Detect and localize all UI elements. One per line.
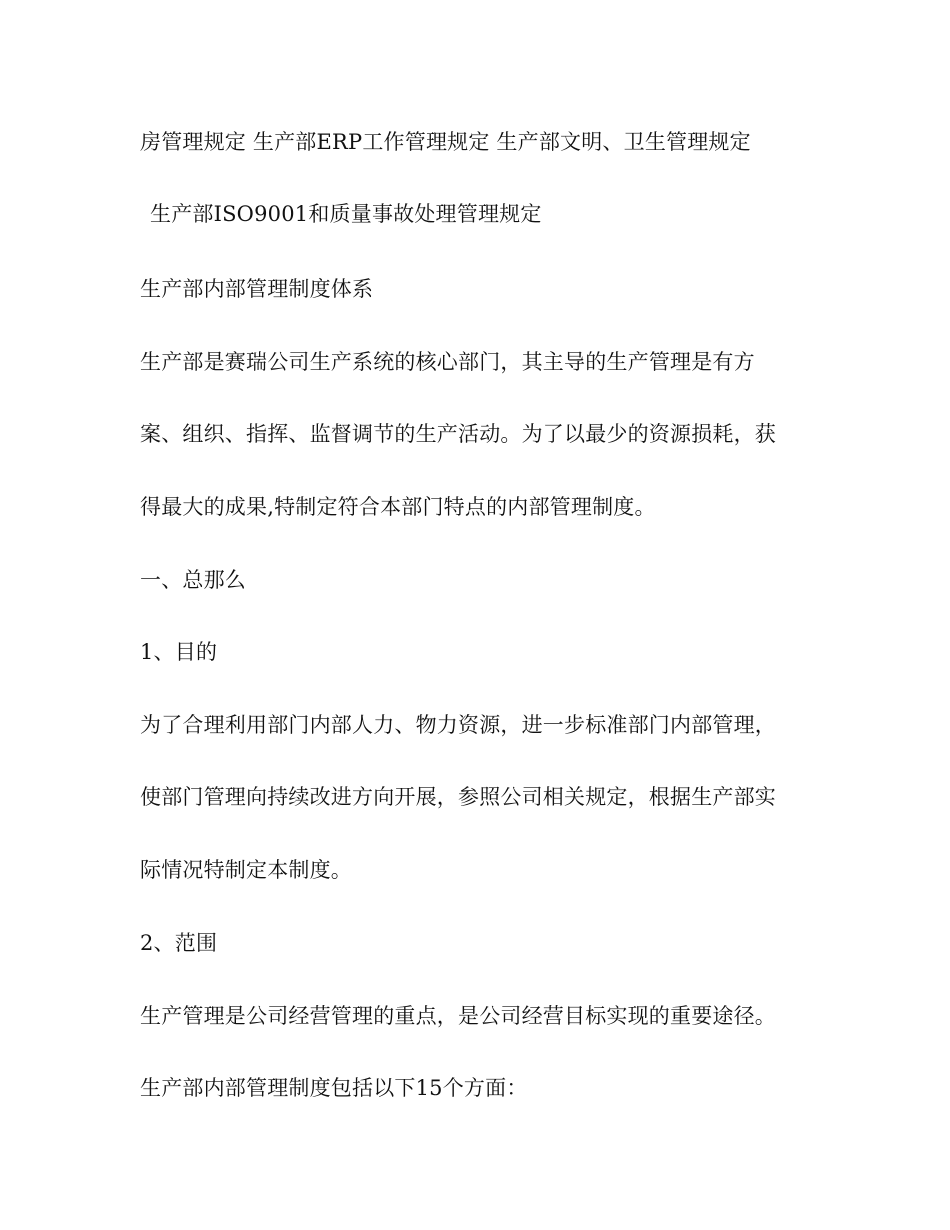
- paragraph-line: 生产部是赛瑞公司生产系统的核心部门，其主导的生产管理是有方: [140, 350, 755, 374]
- section-title: 生产部内部管理制度体系: [140, 277, 374, 301]
- paragraph-line: 为了合理利用部门内部人力、物力资源，进一步标准部门内部管理，: [140, 713, 776, 737]
- paragraph-line: 生产部内部管理制度包括以下15个方面：: [140, 1076, 528, 1100]
- paragraph-line: 生产管理是公司经营管理的重点，是公司经营目标实现的重要途径。: [140, 1004, 776, 1028]
- paragraph-line: 案、组织、指挥、监督调节的生产活动。为了以最少的资源损耗，获: [140, 422, 776, 446]
- text-line-continued-regulations: 房管理规定 生产部ERP工作管理规定 生产部文明、卫生管理规定: [140, 130, 751, 154]
- paragraph-line: 际情况特制定本制度。: [140, 858, 352, 882]
- subheading-scope: 2、范围: [140, 931, 218, 955]
- text-line-iso9001-regulation: 生产部ISO9001和质量事故处理管理规定: [150, 202, 542, 226]
- subheading-purpose: 1、目的: [140, 640, 218, 664]
- paragraph-line: 得最大的成果,特制定符合本部门特点的内部管理制度。: [140, 495, 656, 519]
- paragraph-line: 使部门管理向持续改进方向开展，参照公司相关规定，根据生产部实: [140, 785, 776, 809]
- heading-general-principles: 一、总那么: [140, 568, 246, 592]
